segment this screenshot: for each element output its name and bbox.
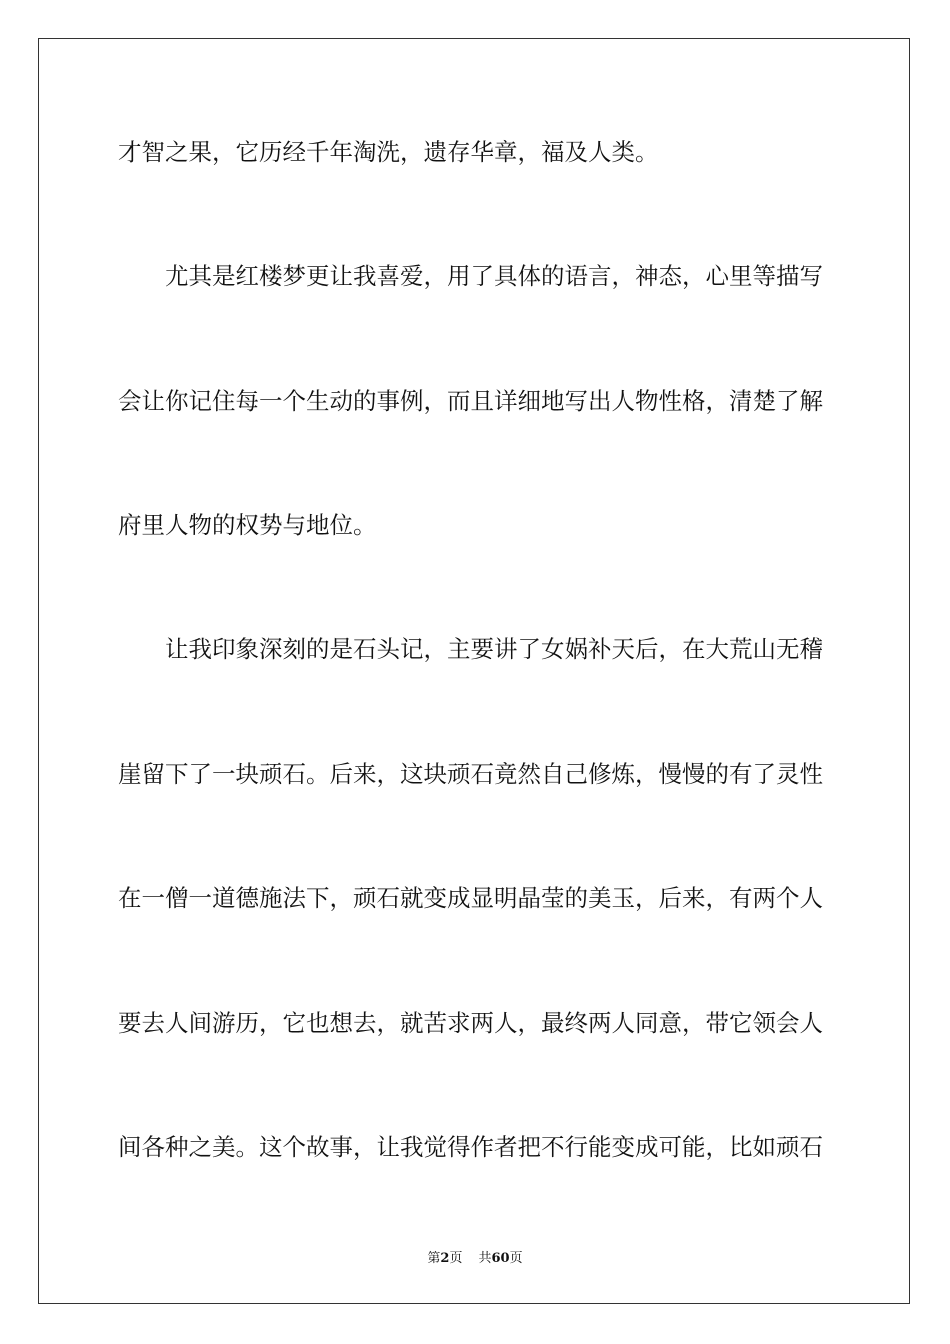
page-number: 2 — [440, 1251, 450, 1266]
text-line-8: 要去人间游历，它也想去，就苦求两人，最终两人同意，带它领会人 — [118, 1009, 823, 1037]
page-footer — [0, 1247, 950, 1266]
total-label: 共 — [478, 1251, 492, 1266]
total-suffix: 页 — [509, 1251, 523, 1266]
text-line-5: 让我印象深刻的是石头记，主要讲了女娲补天后，在大荒山无稽 — [165, 635, 823, 663]
text-line-9: 间各种之美。这个故事，让我觉得作者把不行能变成可能，比如顽石 — [118, 1133, 823, 1161]
total-number: 60 — [491, 1251, 510, 1266]
page-border — [38, 38, 910, 1304]
page-label: 第 — [427, 1251, 441, 1266]
text-line-3: 会让你记住每一个生动的事例，而且详细地写出人物性格，清楚了解 — [118, 387, 823, 415]
text-line-2: 尤其是红楼梦更让我喜爱，用了具体的语言，神态，心里等描写 — [165, 262, 823, 290]
page-suffix: 页 — [449, 1251, 463, 1266]
text-line-1: 才智之果，它历经千年淘洗，遗存华章，福及人类。 — [118, 138, 659, 166]
text-line-4: 府里人物的权势与地位。 — [118, 511, 377, 539]
text-line-7: 在一僧一道德施法下，顽石就变成显明晶莹的美玉，后来，有两个人 — [118, 884, 823, 912]
text-line-6: 崖留下了一块顽石。后来，这块顽石竟然自己修炼，慢慢的有了灵性 — [118, 760, 823, 788]
